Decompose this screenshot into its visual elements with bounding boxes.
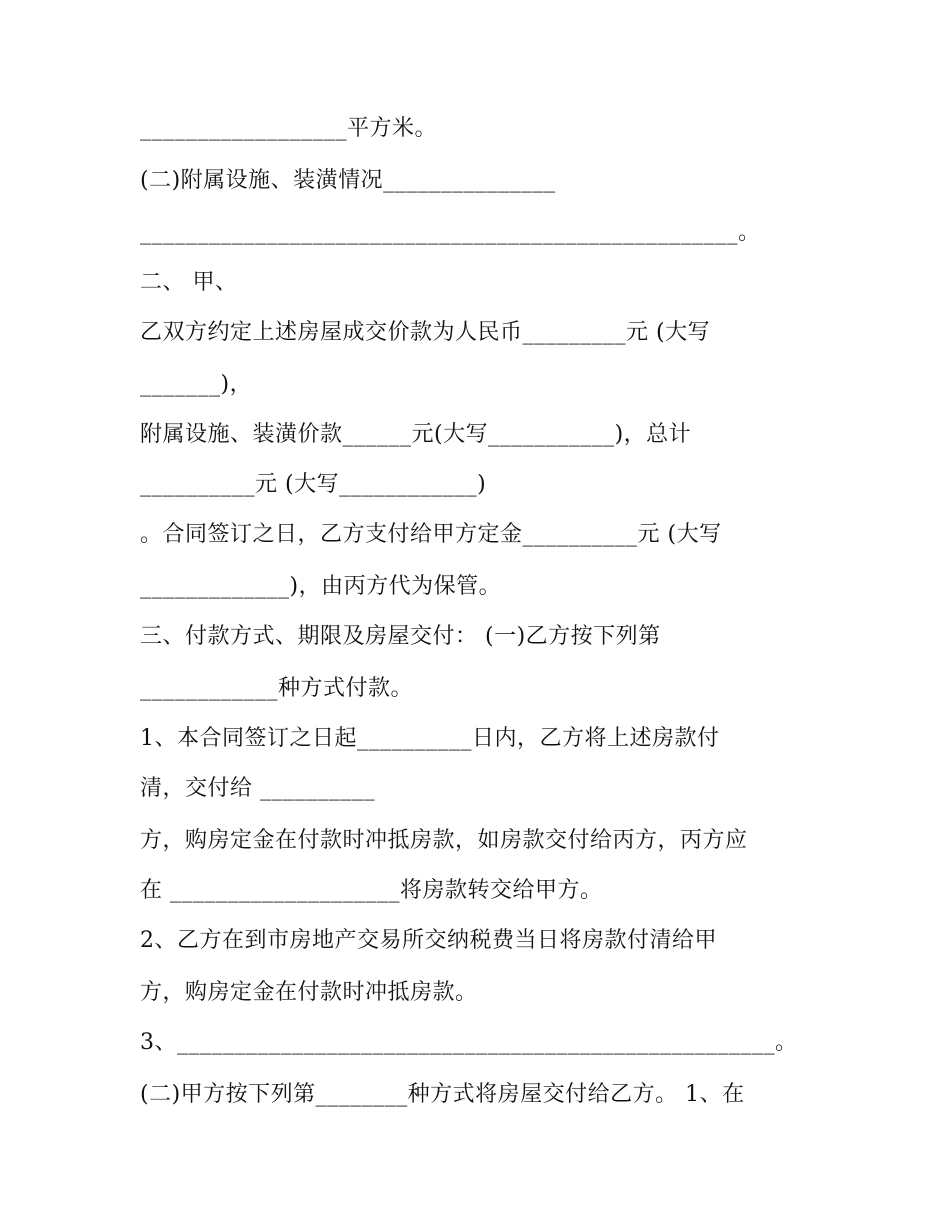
text-line: __________________平方米。 bbox=[140, 116, 438, 141]
text-line: _______)， bbox=[140, 372, 253, 397]
text-line: 方，购房定金在付款时冲抵房款。 bbox=[140, 980, 478, 1005]
text-line: 二、 甲、 bbox=[140, 270, 238, 295]
text-line: 附属设施、装潢价款______元(大写___________)，总计 bbox=[140, 422, 692, 447]
text-line: 乙双方约定上述房屋成交价款为人民币_________元 (大写 bbox=[140, 320, 711, 345]
text-line: 1、本合同签订之日起__________日内，乙方将上述房款付 bbox=[140, 726, 720, 751]
text-line: 3、____________________________________________________。 bbox=[140, 1030, 798, 1055]
text-line: (二)附属设施、装潢情况_______________ bbox=[140, 168, 556, 193]
text-line: ____________种方式付款。 bbox=[140, 676, 414, 701]
text-line: 。合同签订之日，乙方支付给甲方定金__________元 (大写 bbox=[140, 522, 722, 547]
text-line: 在 ____________________将房款转交给甲方。 bbox=[140, 878, 603, 903]
text-line: _____________)，由丙方代为保管。 bbox=[140, 574, 502, 599]
text-line: ____________________________________________________。 bbox=[140, 220, 761, 245]
text-line: __________元 (大写____________) bbox=[140, 472, 487, 497]
text-line: 清，交付给 __________ bbox=[140, 776, 375, 801]
text-line: 方，购房定金在付款时冲抵房款，如房款交付给丙方，丙方应 bbox=[140, 828, 748, 853]
text-line: (二)甲方按下列第________种方式将房屋交付给乙方。 1、在 bbox=[140, 1082, 745, 1107]
text-line: 2、乙方在到市房地产交易所交纳税费当日将房款付清给甲 bbox=[140, 928, 717, 953]
text-line: 三、付款方式、期限及房屋交付： (一)乙方按下列第 bbox=[140, 624, 661, 649]
